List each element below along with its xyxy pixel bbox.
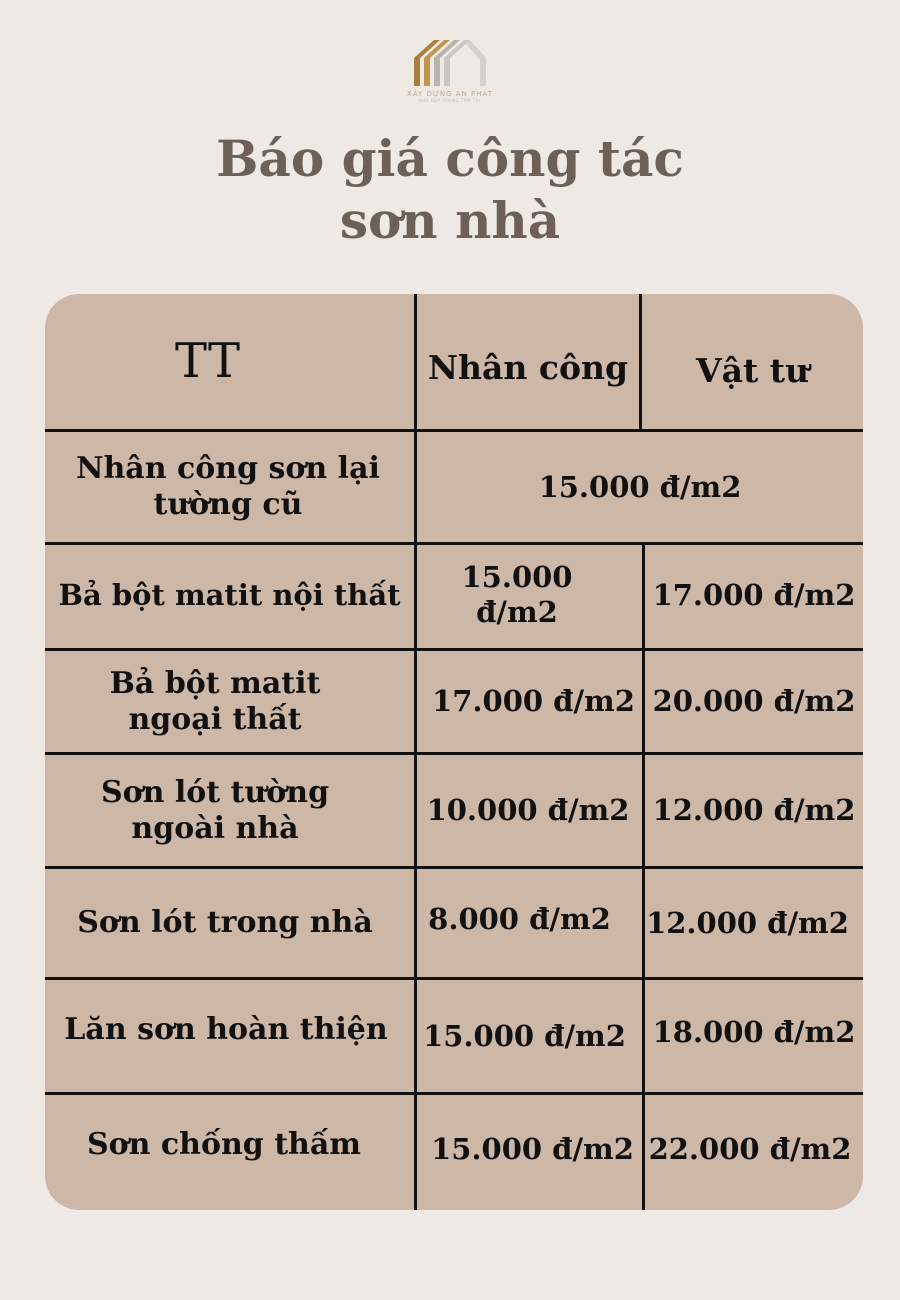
labor-price-cell: 8.000 đ/m2: [428, 901, 611, 936]
row-label: [45, 651, 385, 752]
logo-brand-text: XÂY DỰNG AN PHÁT: [406, 90, 494, 98]
labor-price-cell: 17.000 đ/m2: [432, 684, 635, 719]
house-logo-icon: [410, 36, 490, 88]
page-title: [0, 128, 900, 252]
row-label-line: Nhân công sơn lại: [76, 451, 380, 486]
row-label-line: Bả bột matit: [109, 665, 321, 701]
header-labor: Nhân công: [427, 348, 629, 388]
row-label: Sơn chống thấm: [86, 1127, 362, 1162]
row-label: Sơn lót trong nhà: [77, 905, 373, 940]
material-price-cell: 22.000 đ/m2: [648, 1131, 852, 1166]
merged-price-cell: 15.000 đ/m2: [538, 469, 742, 504]
row-label: [45, 432, 411, 542]
material-price-cell: 12.000 đ/m2: [652, 793, 856, 828]
material-price-cell: 12.000 đ/m2: [646, 905, 849, 940]
title-line-2: sơn nhà: [339, 191, 561, 250]
labor-price-cell: 10.000 đ/m2: [426, 793, 630, 828]
row-label: Bả bột matit nội thất: [58, 577, 401, 612]
row-label: Lăn sơn hoàn thiện: [64, 1012, 388, 1047]
company-logo: [380, 36, 520, 116]
row-label-line: ngoài nhà: [131, 810, 299, 846]
logo-tagline-text: NHÀ ĐẸP TRONG TẦM TAY: [418, 98, 482, 103]
material-price-cell: 20.000 đ/m2: [652, 684, 856, 719]
row-label: [45, 755, 385, 866]
header-tt: TT: [175, 332, 240, 389]
row-label-line: tường cũ: [153, 487, 303, 522]
row-label-line: Sơn lót tường: [100, 774, 330, 810]
material-price-cell: 17.000 đ/m2: [652, 577, 856, 612]
row-label-line: ngoại thất: [128, 701, 302, 737]
title-line-1: Báo giá công tác: [216, 129, 684, 188]
labor-price-cell: 15.000 đ/m2: [423, 1018, 626, 1053]
material-price-cell: 18.000 đ/m2: [652, 1014, 856, 1049]
labor-price-cell: 15.000 đ/m2: [431, 1131, 634, 1166]
labor-price-cell: 15.000 đ/m2: [461, 560, 573, 629]
header-material: Vật tư: [696, 351, 809, 391]
price-table: [45, 294, 863, 1210]
